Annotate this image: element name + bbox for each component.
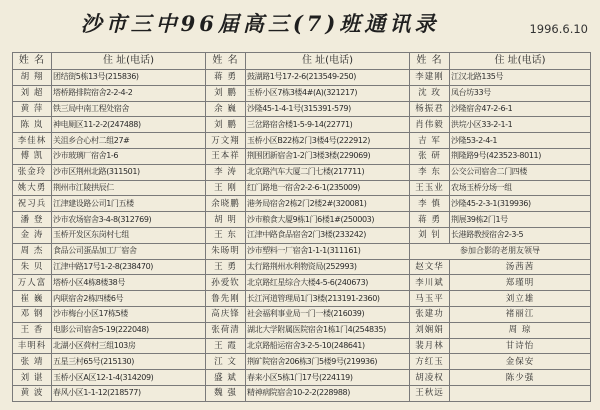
table-row [13, 101, 591, 117]
student-name: 王 东 [206, 227, 246, 243]
table-row [13, 196, 591, 212]
student-address: 春风小区1-1-12(218577) [52, 385, 206, 401]
student-address: 鼓湖路1号17-2-6(213549-250) [246, 70, 410, 86]
student-name: 黄 波 [13, 385, 52, 401]
student-name: 余 巍 [206, 101, 246, 117]
header-name: 姓 名 [410, 53, 450, 70]
student-name: 赵文华 [410, 259, 450, 275]
page-title: 沙市三中96届高三(7)班通讯录 [80, 11, 440, 36]
student-address: 江津中路17号1-2-8(238470) [52, 259, 206, 275]
student-name: 胡 明 [206, 212, 246, 228]
table-row [13, 354, 591, 370]
student-address: 春来小区5栋1门17号(224119) [246, 370, 410, 386]
student-name: 周 杰 [13, 243, 52, 259]
student-address: 五星三村65号(215130) [52, 354, 206, 370]
header-name: 姓 名 [206, 53, 246, 70]
student-name: 李 涛 [206, 164, 246, 180]
student-name: 马玉平 [410, 291, 450, 307]
table-row [13, 338, 591, 354]
student-name: 崔 巍 [13, 291, 52, 307]
table-row [13, 322, 591, 338]
student-name: 王玉业 [410, 180, 450, 196]
student-name: 江 文 [206, 354, 246, 370]
student-address: 沙市农场宿舍3-4-8(312769) [52, 212, 206, 228]
student-name: 傅 凯 [13, 148, 52, 164]
student-name: 蒋 勇 [206, 70, 246, 86]
student-name: 王秋远 [410, 385, 450, 401]
student-name: 金保安 [450, 354, 591, 370]
student-address: 湖北大学附属医院宿舍1栋1门4(254835) [246, 322, 410, 338]
table-row [13, 180, 591, 196]
student-address: 玉桥小区7栋3楼4#(A)(321217) [246, 85, 410, 101]
student-name: 张 研 [410, 148, 450, 164]
student-name: 刘娴娟 [410, 322, 450, 338]
student-address: 凤台坊33号 [450, 85, 591, 101]
student-name: 李 东 [410, 164, 450, 180]
student-name: 胡凌权 [410, 370, 450, 386]
student-name: 孙爱钦 [206, 275, 246, 291]
table-row [13, 148, 591, 164]
student-name: 朱旸明 [206, 243, 246, 259]
student-name: 肖伟毅 [410, 117, 450, 133]
table-row [13, 164, 591, 180]
student-name: 陈 岚 [13, 117, 52, 133]
table-row [13, 117, 591, 133]
table-row [13, 370, 591, 386]
student-address: 荆展39栋2门1号 [450, 212, 591, 228]
table-row [13, 85, 591, 101]
table-row [13, 259, 591, 275]
student-address: 北京路红星综合大楼4-5-6(240673) [246, 275, 410, 291]
student-address: 电影公司宿舍5-19(222048) [52, 322, 206, 338]
student-name: 李建刚 [410, 70, 450, 86]
student-name: 余晓鹏 [206, 196, 246, 212]
student-name: 刘 鹏 [206, 117, 246, 133]
student-name: 方红玉 [410, 354, 450, 370]
student-name: 裴月林 [410, 338, 450, 354]
student-name: 胡 翔 [13, 70, 52, 86]
student-name: 万人富 [13, 275, 52, 291]
student-address: 北京路汽车大厦二门七楼(217711) [246, 164, 410, 180]
student-address: 关沮乡合心村二组27# [52, 133, 206, 149]
contact-table [12, 52, 591, 402]
header-address: 住 址(电话) [246, 53, 410, 70]
student-name: 丰明科 [13, 338, 52, 354]
student-name: 王 香 [13, 322, 52, 338]
student-name: 祝习兵 [13, 196, 52, 212]
header-row [13, 53, 591, 70]
student-address: 沙市梅台小区17栋5楼 [52, 306, 206, 322]
student-address: 北湖小区荷村三组103房 [52, 338, 206, 354]
student-name: 刘 超 [13, 85, 52, 101]
student-address: 团结街5栋13号(215836) [52, 70, 206, 86]
student-address: 沙市玻璃厂宿舍1-6 [52, 148, 206, 164]
student-name: 沈 玫 [410, 85, 450, 101]
student-name: 李佳林 [13, 133, 52, 149]
student-name: 张金玲 [13, 164, 52, 180]
student-address: 塔桥小区4栋8楼38号 [52, 275, 206, 291]
student-address: 食品公司蛋品加工厂宿舍 [52, 243, 206, 259]
student-name: 褚丽江 [450, 306, 591, 322]
student-address: 长港路教授宿舍2-3-5 [450, 227, 591, 243]
student-name: 高庆锋 [206, 306, 246, 322]
header-name: 姓 名 [13, 53, 52, 70]
student-name: 邓 钢 [13, 306, 52, 322]
student-name: 盛 斌 [206, 370, 246, 386]
student-name: 刘 钊 [410, 227, 450, 243]
student-address: 沙市区荆州北路(311501) [52, 164, 206, 180]
student-name: 姚大勇 [13, 180, 52, 196]
student-address: 港务局宿舍2栋2门2楼2#(320081) [246, 196, 410, 212]
student-name: 万文翔 [206, 133, 246, 149]
student-address: 沙隆53-2-4-1 [450, 133, 591, 149]
student-name: 王本祥 [206, 148, 246, 164]
student-name: 李川斌 [410, 275, 450, 291]
table-row [13, 70, 591, 86]
student-address: 精神病院宿舍10-2-2(228988) [246, 385, 410, 401]
student-address: 长江河道管理局1门3楼(213191-2360) [246, 291, 410, 307]
student-address: 荆矿院宿舍206栋3门5楼9号(219936) [246, 354, 410, 370]
student-address: 塔桥路排院宿舍2-2-4-2 [52, 85, 206, 101]
student-address: 红门路地一宿舍2-2-6-1(235009) [246, 180, 410, 196]
student-address: 江津建设路公司1门五楼 [52, 196, 206, 212]
student-address: 江津中路食品宿舍2门3楼(233242) [246, 227, 410, 243]
student-address: 沙市塑料一厂宿舍1-1-1(311161) [246, 243, 410, 259]
student-name: 蒋 勇 [410, 212, 450, 228]
student-name: 王 勇 [206, 259, 246, 275]
student-address: 北京路船运宿舍3-2-5-10(248641) [246, 338, 410, 354]
student-address: 沙隆宿舍47-2-6-1 [450, 101, 591, 117]
student-name: 朱 贝 [13, 259, 52, 275]
student-name: 王 刚 [206, 180, 246, 196]
student-address: 沙隆45-1-4-1号(315391-579) [246, 101, 410, 117]
student-address: 荆州市江陵拱辰仁 [52, 180, 206, 196]
table-row [13, 227, 591, 243]
student-address: 洪垸小区33-2-1-1 [450, 117, 591, 133]
table-row [13, 275, 591, 291]
student-name: 王 霞 [206, 338, 246, 354]
header-address: 住 址(电话) [450, 53, 591, 70]
date-stamp: 1996.6.10 [529, 22, 588, 36]
table-row [13, 291, 591, 307]
merged-note: 参加合影的老朋友领导 [410, 243, 591, 259]
student-address: 沙市粮食大厦9栋1门6楼1#(250003) [246, 212, 410, 228]
student-name: 郑瑾明 [450, 275, 591, 291]
student-name: 张建功 [410, 306, 450, 322]
student-name: 张 靖 [13, 354, 52, 370]
student-name [450, 385, 591, 401]
student-name: 鲁先刚 [206, 291, 246, 307]
student-name: 金 涛 [13, 227, 52, 243]
student-address: 玉桥小区A区12-1-4(314209) [52, 370, 206, 386]
student-address: 公交公司宿舍二门四楼 [450, 164, 591, 180]
table-row [13, 243, 591, 259]
student-name: 刘 谌 [13, 370, 52, 386]
student-address: 社会福利事业局一门一楼(216039) [246, 306, 410, 322]
student-name: 周 琼 [450, 322, 591, 338]
student-name: 潘 登 [13, 212, 52, 228]
student-address: 荆围团新宿舍1-2门3楼3楼(229069) [246, 148, 410, 164]
student-name: 刘立雄 [450, 291, 591, 307]
student-address: 荆隆路9号(423523-8011) [450, 148, 591, 164]
student-address: 太行路荆州水利物资局(252993) [246, 259, 410, 275]
table-row [13, 385, 591, 401]
student-name: 陈少强 [450, 370, 591, 386]
student-address: 内联宿舍2栋四楼6号 [52, 291, 206, 307]
student-name: 汤茜茜 [450, 259, 591, 275]
student-name: 黄 萍 [13, 101, 52, 117]
student-address: 神电厕区11-2-2(247488) [52, 117, 206, 133]
student-address: 江汉北路135号 [450, 70, 591, 86]
student-address: 玉桥开发区东岗村七组 [52, 227, 206, 243]
student-name: 刘 鹏 [206, 85, 246, 101]
student-address: 玉桥小区B22栋2门3楼4号(222912) [246, 133, 410, 149]
student-address: 沙隆45-2-3-1(319936) [450, 196, 591, 212]
header-address: 住 址(电话) [52, 53, 206, 70]
student-name: 杨振君 [410, 101, 450, 117]
student-address: 三岔路宿舍楼1-5-9-14(22771) [246, 117, 410, 133]
contact-table-body [13, 53, 591, 402]
table-row [13, 306, 591, 322]
student-address: 农场玉桥分场一组 [450, 180, 591, 196]
student-address: 铁三局中南工程处宿舍 [52, 101, 206, 117]
student-name: 魏 强 [206, 385, 246, 401]
table-row [13, 212, 591, 228]
student-name: 甘诗怡 [450, 338, 591, 354]
table-row [13, 133, 591, 149]
student-name: 吉 军 [410, 133, 450, 149]
student-name: 李 慎 [410, 196, 450, 212]
student-name: 张荷清 [206, 322, 246, 338]
